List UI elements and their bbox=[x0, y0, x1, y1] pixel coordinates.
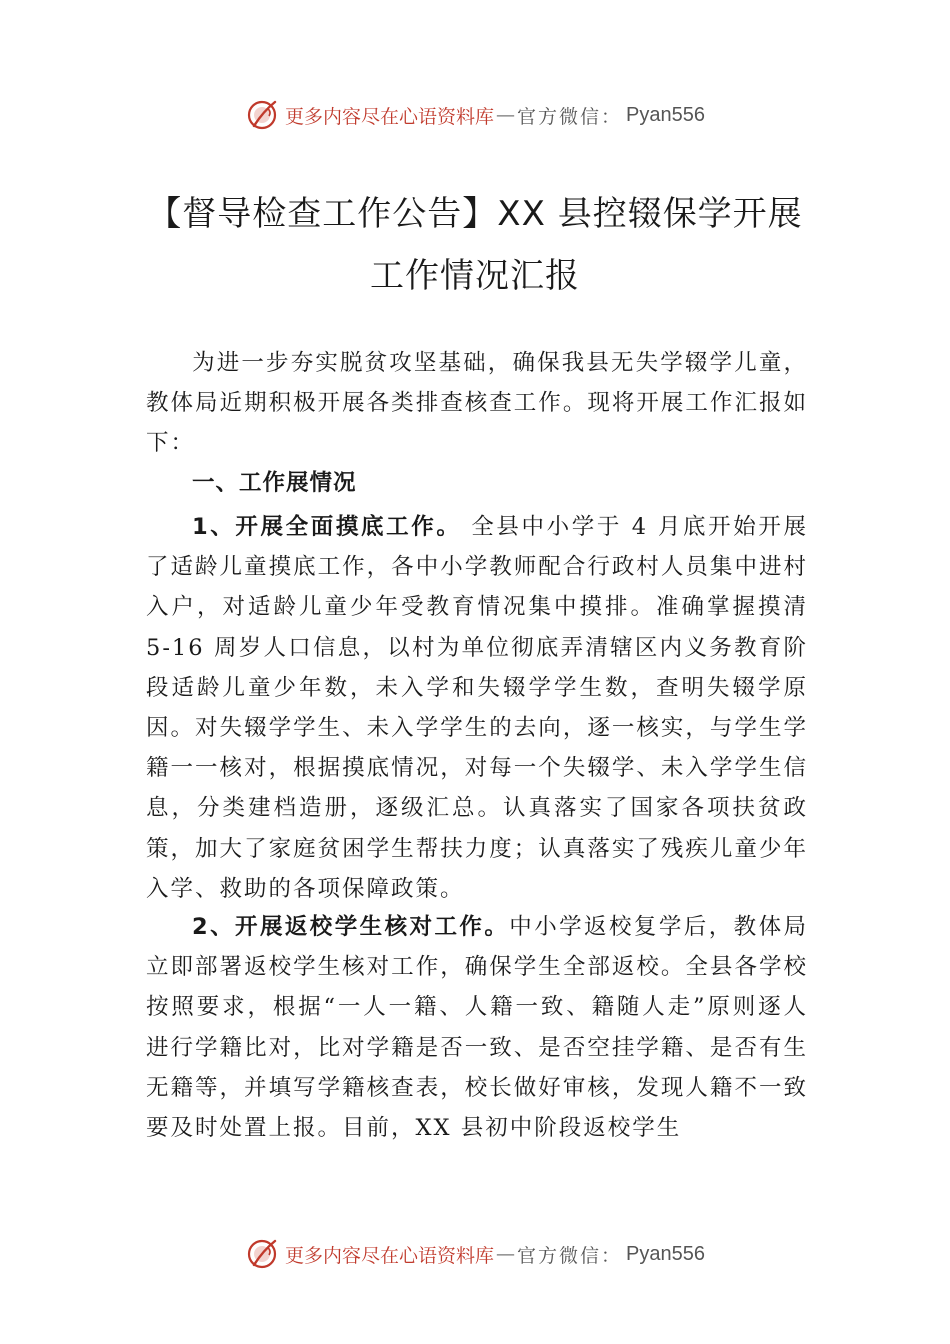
banner-separator: — bbox=[496, 104, 516, 126]
feather-logo-icon bbox=[245, 1237, 279, 1271]
item-1-text: 全县中小学于 4 月底开始开展了适龄儿童摸底工作，各中小学教师配合行政村人员集中进村入户，对适龄儿童少年受教育情况集中摸排。准确掌握摸清 5-16 周岁人口信息，以村为单位彻底弄清辖区内义务教育阶段适龄儿童少年数，未入学和失辍学学生数，查明失辍学原因。对失辍学学生、未入学学生的去向，逐一核实，与学生学籍一一核对，根据摸底情况，对每一个失辍学、未入学学生信息，分类建档造册，逐级汇总。认真落实了国家各项扶贫政策，加大了家庭贫困学生帮扶力度；认真落实了残疾儿童少年入学、救助的各项保障政策。 bbox=[146, 514, 809, 902]
document-title-line-2: 工作情况汇报 bbox=[370, 256, 580, 296]
intro-text: 为进一步夯实脱贫攻坚基础，确保我县无失学辍学儿童，教体局近期积极开展各类排查核查工作。现将开展工作汇报如下： bbox=[146, 350, 808, 457]
section-heading: 一、工作展情况 bbox=[192, 470, 357, 496]
banner-handle-text: Pyan556 bbox=[626, 1242, 705, 1265]
intro-paragraph bbox=[146, 343, 808, 464]
item-2-text: 中小学返校复学后，教体局立即部署返校学生核对工作，确保学生全部返校。全县各学校按照要求，根据“一人一籍、人籍一致、籍随人走”原则逐人进行学籍比对，比对学籍是否一致、是否空挂学籍、是否有生无籍等，并填写学籍核查表，校长做好审核，发现人籍不一致要及时处置上报。目前，XX 县初中阶段返校学生 bbox=[146, 914, 809, 1142]
banner-brand-text: 更多内容尽在心语资料库 bbox=[285, 1244, 495, 1267]
document-title bbox=[120, 183, 830, 307]
document-title-line-1: 【督导检查工作公告】XX 县控辍保学开展 bbox=[147, 194, 803, 234]
header-watermark-banner bbox=[0, 95, 950, 135]
item-2-lead: 2、开展返校学生核对工作。 bbox=[192, 914, 510, 940]
banner-label-text: 官方微信： bbox=[517, 105, 623, 128]
item-1-lead: 1、开展全面摸底工作。 bbox=[192, 514, 462, 540]
section-1-item-2-paragraph bbox=[146, 907, 808, 1148]
banner-label-text: 官方微信： bbox=[517, 1244, 623, 1267]
banner-handle-text: Pyan556 bbox=[626, 103, 705, 126]
banner-brand-text: 更多内容尽在心语资料库 bbox=[285, 105, 495, 128]
banner-separator: — bbox=[496, 1243, 516, 1265]
footer-watermark-banner bbox=[0, 1234, 950, 1274]
section-1-item-1-paragraph bbox=[146, 507, 808, 909]
feather-logo-icon bbox=[245, 98, 279, 132]
